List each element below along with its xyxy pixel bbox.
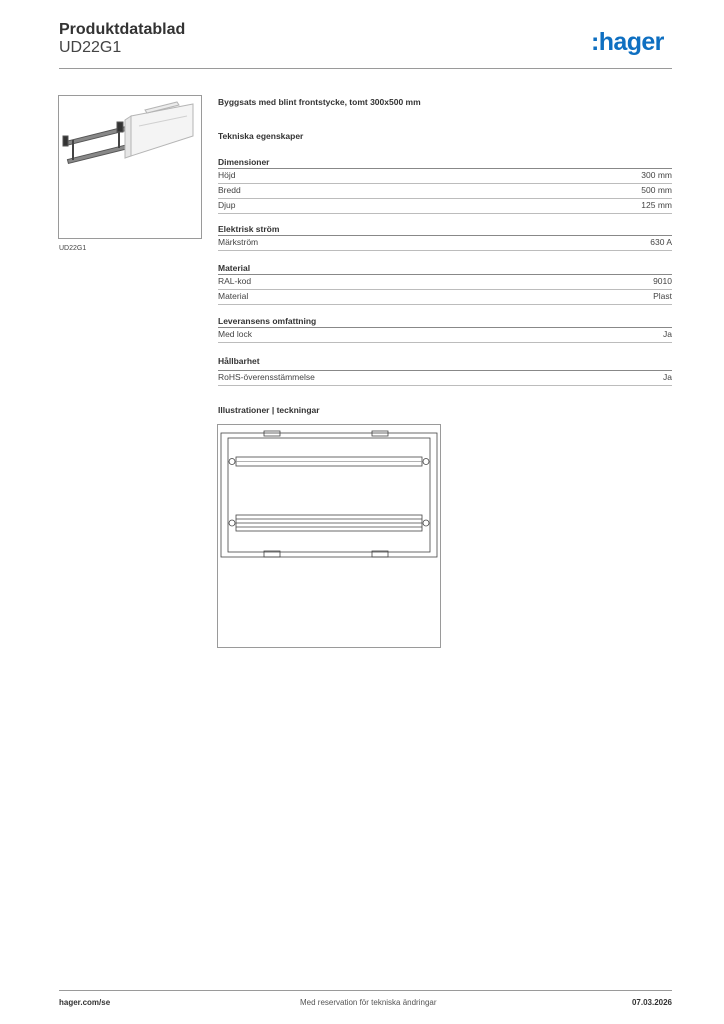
section-delivery-title: Leveransens omfattning <box>218 316 317 326</box>
row-value: Ja <box>663 372 672 382</box>
footer-divider <box>59 990 672 991</box>
row-label: Märkström <box>218 237 259 247</box>
product-description: Byggsats med blint frontstycke, tomt 300x500 mm <box>218 97 421 107</box>
section-electrical-title: Elektrisk ström <box>218 224 280 234</box>
header-divider <box>59 68 672 69</box>
table-row <box>218 236 672 251</box>
table-row <box>218 275 672 290</box>
row-label: Bredd <box>218 185 241 195</box>
document-title: Produktdatablad <box>59 21 186 38</box>
row-label: Höjd <box>218 170 236 180</box>
table-row <box>218 199 672 214</box>
section-material-title: Material <box>218 263 251 273</box>
row-label: Material <box>218 291 249 301</box>
row-label: RAL-kod <box>218 276 252 286</box>
row-value: 300 mm <box>641 170 672 180</box>
product-photo-graphic <box>59 96 201 238</box>
row-value: 630 A <box>650 237 672 247</box>
table-row <box>218 184 672 199</box>
row-label: Djup <box>218 200 236 210</box>
product-image <box>58 95 202 239</box>
technical-properties-heading: Tekniska egenskaper <box>218 131 304 141</box>
section-dimensions-title: Dimensioner <box>218 157 270 167</box>
row-value: Ja <box>663 329 672 339</box>
hager-logo: :hager <box>591 28 664 56</box>
row-value: 125 mm <box>641 200 672 210</box>
footer-date: 07.03.2026 <box>631 998 672 1007</box>
row-label: Med lock <box>218 329 253 339</box>
table-row <box>218 371 672 386</box>
footer-url-link[interactable]: hager.com/se <box>59 998 111 1007</box>
image-caption: UD22G1 <box>59 245 87 252</box>
table-row <box>218 290 672 305</box>
row-value: Plast <box>653 291 672 301</box>
footer-note: Med reservation för tekniska ändringar <box>300 998 437 1007</box>
product-code: UD22G1 <box>59 39 122 56</box>
row-value: 9010 <box>653 276 672 286</box>
table-row <box>218 169 672 184</box>
illustrations-heading: Illustrationer | teckningar <box>218 405 320 415</box>
row-label: RoHS-överensstämmelse <box>218 372 315 382</box>
section-sustainability-title: Hållbarhet <box>218 356 260 366</box>
technical-drawing-graphic <box>218 425 440 647</box>
technical-drawing <box>217 424 441 648</box>
table-row <box>218 328 672 343</box>
row-value: 500 mm <box>641 185 672 195</box>
